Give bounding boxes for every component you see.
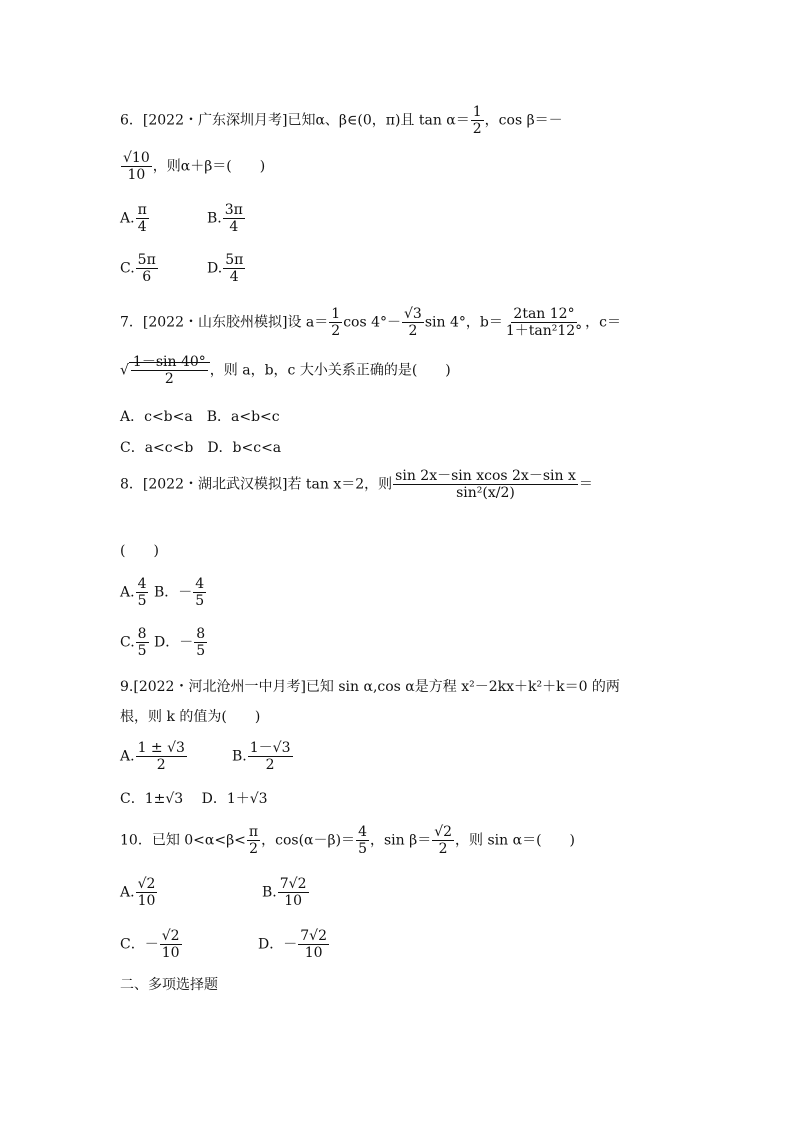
q6-tan-den: 2 <box>472 121 482 138</box>
option-fraction <box>298 928 329 961</box>
q7-c-den: 2 <box>164 371 174 388</box>
q6-cos-fraction <box>121 150 152 183</box>
q6-cos-num: √10 <box>123 150 150 166</box>
q7-a2-den: 2 <box>408 323 418 340</box>
option-letter: D．－ <box>258 936 298 953</box>
option-num: √2 <box>161 928 180 944</box>
q6-cos-text: ，cos β＝－ <box>484 112 563 129</box>
option-fraction <box>223 252 245 285</box>
option-num: 1－√3 <box>249 740 291 756</box>
option-den: 5 <box>195 593 205 610</box>
option-num: √2 <box>137 876 156 892</box>
q8-options-cd[interactable] <box>120 626 208 659</box>
option-den: 10 <box>304 945 323 962</box>
q9-line1: 9.[2022・河北沧州一中月考]已知 sin α,cos α是方程 x²－2kx＋k²＋k＝0 的两 <box>120 679 620 695</box>
q7-a1-num: 1 <box>331 306 341 322</box>
option-den: 4 <box>137 219 147 236</box>
q10-stem <box>120 824 575 857</box>
option-num: 7√2 <box>300 928 327 944</box>
q10-pi-fraction <box>247 824 260 857</box>
q7-b-fraction <box>504 306 584 339</box>
q7-c-fraction <box>131 354 208 387</box>
q10-pi-den: 2 <box>249 841 258 858</box>
q6-tan-num: 1 <box>472 104 482 120</box>
option-fraction <box>194 626 207 659</box>
q10-option-c[interactable] <box>120 928 183 961</box>
q8-num: sin 2x－sin xcos 2x－sin x <box>395 468 576 484</box>
option-fraction <box>278 876 309 909</box>
q10-cos-fraction <box>356 824 369 857</box>
option-letter: B. <box>232 748 247 765</box>
option-letter: D．－ <box>154 634 194 651</box>
q10-sin-den: 2 <box>438 841 448 858</box>
q7-options-ab[interactable]: A．c<b<a B．a<b<c <box>120 409 280 425</box>
q10-option-d[interactable] <box>258 928 330 961</box>
q7-c-num: 1－sin 40° <box>132 354 206 370</box>
q7-stem-line2 <box>120 354 451 387</box>
option-den: 10 <box>284 893 303 910</box>
option-num: 4 <box>137 576 147 592</box>
option-den: 5 <box>137 643 147 660</box>
option-fraction <box>136 626 149 659</box>
option-den: 2 <box>156 757 166 774</box>
q7-a2-num: √3 <box>404 306 422 322</box>
option-den: 4 <box>229 219 239 236</box>
q6-option-d[interactable] <box>207 252 246 285</box>
q7-b-den: 1＋tan²12° <box>505 323 583 340</box>
q6-tan-fraction <box>471 104 484 137</box>
q10-option-a[interactable] <box>120 876 158 909</box>
q7-b-num: 2tan 12° <box>513 306 575 322</box>
q8-fraction <box>393 468 578 501</box>
q6-prefix: 6．[2022・广东深圳月考]已知α、β∈(0，π)且 tan α＝ <box>120 112 470 129</box>
q10-mid1: ，cos(α－β)＝ <box>261 832 356 849</box>
q8-options-ab[interactable] <box>120 576 207 609</box>
option-letter: C．－ <box>120 936 159 953</box>
q8-den: sin²(x/2) <box>456 485 515 502</box>
option-fraction <box>136 740 187 773</box>
option-num: π <box>137 202 147 218</box>
q6-cos-den: 10 <box>127 167 146 184</box>
q7-options-cd[interactable]: C．a<c<b D．b<c<a <box>120 440 282 456</box>
option-den: 2 <box>265 757 275 774</box>
q8-blank: ( ) <box>120 543 159 559</box>
q7-prefix: 7．[2022・山东胶州模拟]设 a＝ <box>120 314 329 331</box>
option-fraction <box>136 202 149 235</box>
option-fraction <box>248 740 293 773</box>
option-fraction <box>193 576 206 609</box>
option-fraction <box>160 928 182 961</box>
option-num: 5π <box>225 252 244 268</box>
q6-option-a[interactable] <box>120 202 150 235</box>
q7-tail: ，则 a，b，c 大小关系正确的是( ) <box>209 362 451 379</box>
q10-pi-num: π <box>248 824 259 840</box>
q7-mid2: sin 4°，b＝ <box>424 314 503 331</box>
option-num: 7√2 <box>279 876 307 892</box>
option-letter: A. <box>120 884 135 901</box>
q7-stem <box>120 306 621 339</box>
q9-option-b[interactable] <box>232 740 294 773</box>
option-letter: A. <box>120 748 135 765</box>
q10-sin-fraction <box>432 824 454 857</box>
option-num: 3π <box>224 202 243 218</box>
option-fraction <box>136 876 158 909</box>
option-num: 5π <box>137 252 156 268</box>
q10-cos-num: 4 <box>358 824 367 840</box>
option-num: 8 <box>137 626 147 642</box>
option-den: 5 <box>196 643 206 660</box>
q9-options-cd[interactable]: C．1±√3 D．1＋√3 <box>120 791 268 807</box>
q10-sin-num: √2 <box>434 824 453 840</box>
option-letter: C. <box>120 634 135 651</box>
q7-mid1: cos 4°－ <box>343 314 401 331</box>
q7-a1-den: 2 <box>331 323 341 340</box>
option-den: 10 <box>161 945 180 962</box>
option-num: 4 <box>195 576 205 592</box>
option-letter: B．－ <box>153 584 193 601</box>
section-heading: 二、多项选择题 <box>120 977 218 993</box>
q9-line2: 根，则 k 的值为( ) <box>120 709 261 725</box>
q7-a2-fraction <box>402 306 424 339</box>
q7-a1-fraction <box>329 306 342 339</box>
option-letter: A. <box>120 210 135 227</box>
option-fraction <box>136 252 158 285</box>
option-letter: B. <box>262 884 277 901</box>
option-letter: A. <box>120 584 135 601</box>
q8-stem <box>120 468 593 501</box>
option-den: 6 <box>142 269 152 286</box>
q6-option-c[interactable] <box>120 252 159 285</box>
q8-prefix: 8．[2022・湖北武汉模拟]若 tan x＝2，则 <box>120 476 393 493</box>
option-letter: D. <box>207 260 223 277</box>
q10-tail: ，则 sin α＝( ) <box>455 832 576 849</box>
q10-cos-den: 5 <box>358 841 367 858</box>
q7-c-text: ，c＝ <box>585 314 621 331</box>
q10-mid2: ，sin β＝ <box>369 832 432 849</box>
q9-option-a[interactable] <box>120 740 188 773</box>
option-letter: C. <box>120 260 135 277</box>
option-den: 10 <box>137 893 156 910</box>
q10-option-b[interactable] <box>262 876 310 909</box>
option-den: 4 <box>229 269 239 286</box>
option-fraction <box>223 202 245 235</box>
q6-stem-line2 <box>120 150 265 183</box>
q7-sqrt: √ $\frac{1-\sin 40^\circ}{2}$ <box>120 354 210 387</box>
q10-prefix: 10．已知 0<α<β< <box>120 832 246 849</box>
option-fraction <box>136 576 149 609</box>
option-num: 8 <box>196 626 206 642</box>
option-letter: B. <box>207 210 222 227</box>
q6-option-b[interactable] <box>207 202 246 235</box>
q6-tail: ，则α＋β＝( ) <box>152 158 266 175</box>
option-den: 5 <box>137 593 147 610</box>
q6-stem <box>120 104 563 137</box>
q8-equals: ＝ <box>578 476 593 493</box>
option-num: 1 ± √3 <box>137 740 185 756</box>
